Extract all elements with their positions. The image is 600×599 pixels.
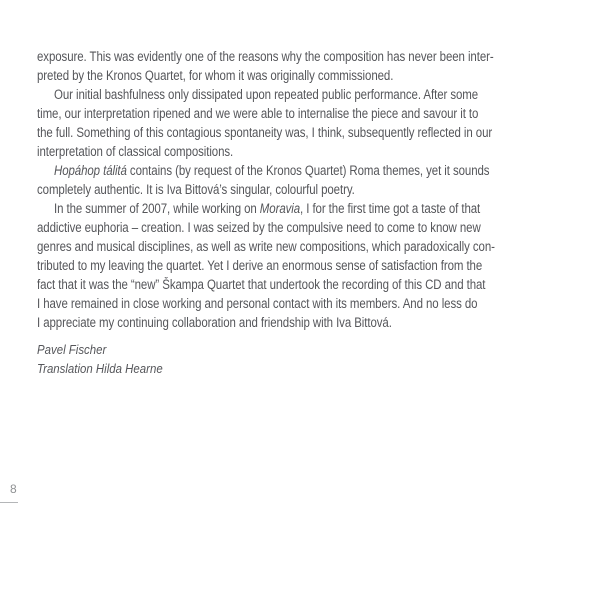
regular-text: fact that it was the “new” Škampa Quartet that undertook the recording of this CD and that xyxy=(37,277,486,292)
italic-text: Moravia xyxy=(259,201,301,216)
text-line xyxy=(37,123,495,142)
regular-text: completely authentic. It is Iva Bittová’s singular, colourful poetry. xyxy=(37,182,355,197)
regular-text: tributed to my leaving the quartet. Yet I derive an enormous sense of satisfaction from the xyxy=(37,258,483,273)
text-line xyxy=(37,313,495,332)
page-number-rule xyxy=(0,502,18,503)
regular-text: contains (by request of the Kronos Quartet) Roma themes, yet it sounds xyxy=(126,163,490,178)
text-line xyxy=(37,47,495,66)
regular-text: the full. Something of this contagious spontaneity was, I think, subsequently reflected in our xyxy=(37,125,493,140)
credit-author: Pavel Fischer xyxy=(37,342,107,357)
text-line xyxy=(37,66,495,85)
text-line xyxy=(37,275,495,294)
regular-text: interpretation of classical compositions. xyxy=(37,144,234,159)
regular-text: , I for the first time got a taste of that xyxy=(300,201,481,216)
body-text xyxy=(37,47,576,332)
text-line xyxy=(37,294,495,313)
regular-text: time, our interpretation ripened and we were able to internalise the piece and savour it to xyxy=(37,106,479,121)
text-line xyxy=(37,85,495,104)
regular-text: genres and musical disciplines, as well as write new compositions, which paradoxically con- xyxy=(37,239,495,254)
text-line xyxy=(37,161,495,180)
text-line xyxy=(37,104,495,123)
italic-text: Hopáhop tálitá xyxy=(54,163,127,178)
text-line xyxy=(37,199,495,218)
regular-text: preted by the Kronos Quartet, for whom it was originally commissioned. xyxy=(37,68,394,83)
text-line xyxy=(37,237,495,256)
text-line xyxy=(37,180,495,199)
regular-text: I have remained in close working and personal contact with its members. And no less do xyxy=(37,296,478,311)
regular-text: addictive euphoria – creation. I was seized by the compulsive need to come to know new xyxy=(37,220,481,235)
regular-text: I appreciate my continuing collaboration and friendship with Iva Bittová. xyxy=(37,315,392,330)
credits xyxy=(37,340,180,378)
text-line xyxy=(37,142,495,161)
page-number: 8 xyxy=(10,482,17,496)
regular-text: Our initial bashfulness only dissipated upon repeated public performance. After some xyxy=(54,87,479,102)
text-line xyxy=(37,218,495,237)
credit-translation: Translation Hilda Hearne xyxy=(37,361,163,376)
regular-text: In the summer of 2007, while working on xyxy=(54,201,260,216)
text-line xyxy=(37,256,495,275)
regular-text: exposure. This was evidently one of the reasons why the composition has never been inter- xyxy=(37,49,494,64)
